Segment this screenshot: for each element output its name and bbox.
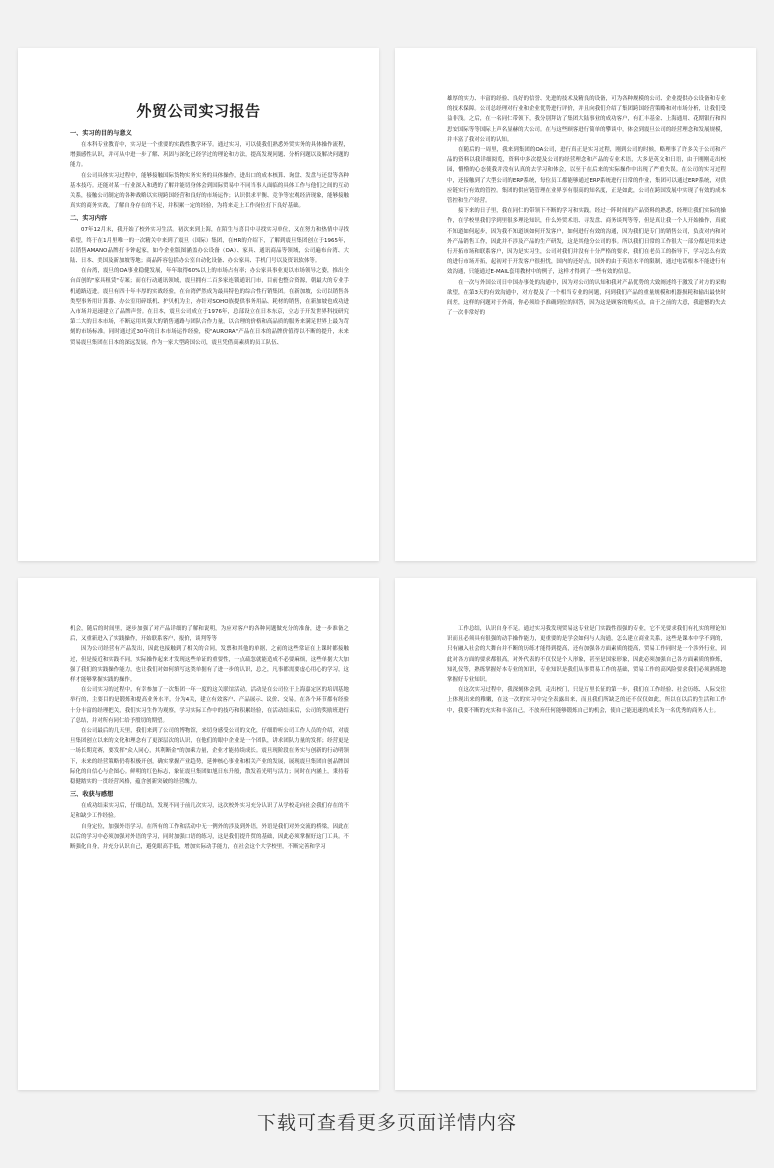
document-page-1 — [18, 48, 379, 561]
paragraph: 在这次实习过程中，我深刻体会到，走出校门，只是万里长征的第一步，我们在工作经验、社会历练、人际交往上体现出来的稚嫩，在这一次的实习中完全表露出来，而且我们所缺乏的还不仅仅如此，所以在以后的生活和工作中，我要不断的充实和丰富自己，不放弃任何能够锻炼自己的机会，使自己能迅速的成长为一名优秀的商务人士。 — [447, 687, 726, 714]
download-more-caption: 下载可查看更多页面详情内容 — [256, 1112, 517, 1134]
paragraph: 接下来的日子里，我在同仁的带领下不断的学习和实践。经过一阵时间的产品资料的熟悉，经理让我们实际的操作，在学校里我们学到里很多理论知识，什么外贸术语、寻发盘、商务谈判等等，但是真让我一个人开始操作，真就不知道如何起步，因为我不知道该如何开发客户，如何进行有效的沟通，因为我们是专门的销售公司，负责对内和对外产品销售工作，因此并不涉及产品的生产研发，这是其他分公司的事。所以我们日常的工作很大一部分都是用来进行开拓市场和联系客户，因为是实习生，公司对我们并没有十分严格的要求，我们在老员工的指导下，学习怎么有效的进行市场开拓，起初对于开发客户很担忧，国内的还好点，国外的由于英语水平的限制，通过电话根本不能进行有效沟通，只能通过E-MAIL套用教材中的例子，这样才得到了一些有效的信息。 — [447, 208, 726, 276]
paragraph: 07年12月末，我开始了校外实习生活。初次来到上海，在陌生与喜目中寻找实习单位，又在努力和热情中寻找希望，终于在1月里唯一的一次精关中来到了震旦（国际）集团，在HR的介绍下，了解到震旦集团创立于1965年，以销售AMANO品牌打卡钟起家，如今企业版图涵盖办公设备（OA）、家具、通讯商品等领域，公司遍布台湾、大陆、日本、美国及新加坡等地；商品阵容包括办公室自动化设备、办公家具、手机门号以及资讯软体等。 — [70, 227, 349, 265]
document-page-4 — [395, 578, 756, 1090]
paragraph: 在随后的一周里，我来到集团的OA公司，进行真正是实习过程，刚到公司的时候，略理事了许多关于公司和产品的资料以我详细阅览，资料中多次提及公司的经营理念和产品的专业术语，大多是英文和日语，由于刚刚走出校园，懵懵的心态使我并没有认真的去学习和体会，以至于在后来的实际操作中出现了严重失误。在公司的实习过程中，还接触到了大型公司的ERP系统，每位员工都能够通过ERP系统进行日常的作业，集团可以通过ERP系统，对供应链实行有效的管控。集团的供应链管理在业界享有很高的知名度，正是如此，公司在跨国发展中实现了有效的成本管控和生产经营。 — [447, 147, 726, 205]
section-heading: 一、实习的目的与意义 — [70, 130, 132, 137]
paragraph: 在公司最后的几天里，我们来到了公司的博物馆，来切身感受公司的文化，仔细聆听公司工作人员的介绍，对震旦集团创立以来的文化和理念有了更深层次的认识，在他们的眼中企业是一个团队，讲求团队力量的发挥；经营更是一场长期竞赛，要发挥"众人同心，其利断金"的加乘力量，企业才能持续成长。震旦现阶段在务实与创新的行动明领下，未来的经营策略仍将积极开创，确实掌握产业趋势，延伸核心事业和相关产业的发展，展现震旦集团自创品牌国际化的自信心与企图心。鲜明的红色标志，象征震旦集团如旭日东升般，散发着光明与活力；同时在内涵上，秉持着稳健踏实的一贯经营风格，蕴含创新突破的经营魄力。 — [70, 728, 349, 786]
paragraph: 在一次与外国公司日中国办事处的沟通中，因为对公司的认知和我对产品优势的大致阐述终于激发了对方的采购欲望，在第3天的有效沟通中，对方提及了一个相当专业的问题，问到我们产品的重量规模和机器损耗和输出最快时间差，这样的问题对于外商，你必须给予准确到位的回答，因为这是顾客的购买点，由于之前的大意，我遗憾的失去了一次非常好的 — [447, 279, 726, 317]
paragraph: 工作总结，认识自身不足。通过实习我发现贸易这专业是门实践性很强的专业，它不光要求我们有扎实的理论知识而且必须具有很强的动手操作能力，更重要的是学会如何与人沟通，怎么建立商业关系，这些是课本中学不到的，只有融入社会的大舞台并不断的历练才能得到提高，还有加强各方面素质的提高，贸易工作同时是一个涉外行业，因此对各方面的要求都很高，对外代表的不仅仅是个人形象，甚至是国家形象，因此必须加强自己各方面素质的修炼，知礼仪等，熟练掌握好本专业的知识，专业知识是我们从事贸易工作的基础，贸易工作的高风险要求我们必须熟练地掌握好专业知识。 — [447, 626, 726, 684]
document-title: 外贸公司实习报告 — [136, 102, 261, 120]
paragraph: 因为公司经营有产品发出，因此也接触到了相关的合同，发票和其他的单据，之前的这些常证在上课时都接触过，但是接近和实践不同，实际操作起来才发现这些单证的重要性，一点疏忽就能造成不必要麻烦，这些单据大大加强了我们的实践操作能力，也让我们对如何填写这类单据有了进一步的认识，总之，凡事都需要虚心用心的学习，这样才能够掌握实践的操作。 — [70, 646, 349, 684]
paragraph: 在台湾，震旦的OA事业稳健发展，年年取得60%以上的市场占有率；办公家具事业更以市场领导之姿，推出全台首创的"家具租赁"专案；而在行动通讯领域，震旦拥有二百多家连锁通讯门市，目前也整合资源，朝最大的专业手机通路迈进。震旦有四十年丰厚的实战经验，在台湾俨然成为最具特色的综合性行销集团。在新加坡，公司以销售各类型事务用计算器、办公室用碎纸机、护贝机为主，亦针对SOHO族提供事务用品、耗材的销售，在新加坡也成功进入市场并迅速建立了品牌声誉。在日本，震旦公司成立于1976年，总部设立在日本东京，立志于开发世界科技研究第二大的日本市场，不断运用其强大的销售通路与团队合作力量，以合理的价格和高品质的服务来满足世界上最为苛刻的市场标准。同时通过近30年的日本市场运作经验，使"AURORA"产品在日本的品牌价值得以不断的提升，未来贸易震旦集团在日本的深远发展。作为一家大型跨国公司，震旦凭借高素质的员工队伍、 — [70, 268, 349, 346]
page-content — [70, 126, 349, 348]
section-heading: 二、实习内容 — [70, 215, 108, 223]
paragraph: 在公司实习的过程中，有幸参加了一次集团一年一度的这关联谊活动，活动是在公司位于上海嘉定区的培训基地举行的，主要目的是锻炼和提高业务水平，分为4关，建立有效客户、产品展示、议价、交易。在各个环节都有经验十分丰富的经理把关，我们实习生作为观察，学习实际工作中的技巧和积累经验，在活动结束后，公司的奖励班进行了总结，并对所有同仁给予殷切的期望。 — [70, 687, 349, 724]
page-content — [70, 624, 349, 852]
page-content — [447, 94, 726, 318]
paragraph: 在公司具体实习过程中，能够接触国际货物实务实务的具体操作，进出口的成本核算、询盘、发盘与还盘等各种基本技巧。还能对某一行业深入和透的了解并能切身体会到国际贸易中不同当事人面临的具体工作与他们之间的互动关系，接触公司制定的各种战略以实现跨国经营和良好的市场运作；认识供求平衡、竞争等宏观经济现象，能够接触真实的商务实战，了解自身存在的不足，并积累一定的经验，为将来走上工作岗位打下良好基础。 — [70, 172, 349, 210]
paragraph: 在成功结束实习后，仔细总结，发现不同于前几次实习，这次校外实习充分认识了从学校走向社会我们存在的不足和缺少工作经验。 — [70, 803, 349, 820]
document-page-3 — [18, 578, 379, 1090]
section-heading: 三、收获与感想 — [70, 791, 114, 799]
document-page-2 — [395, 48, 756, 561]
paragraph: 机会，随后的时间里，逐步加强了对产品详细的了解和说明，为应对客户的各种问题做充分的准备，进一步准备之后，又重新进入了实践操作，开始联系客户，报价，谈判等等 — [70, 626, 349, 643]
page-content — [447, 624, 726, 716]
paragraph: 自身定位，加强外语学习。在所有的工作和活动中无一例外的涉及到外语，外语是我们对外交流的桥梁，因此在以后的学习中必须加强对外语的学习，同时加强口语的练习，这是我们提升贸的基础，因此必须掌握好这门工具。不断强化自身，并充分认识自己，避免眼高手低，增加实际动手能力，在社会这个大学校里，不断完善和学习 — [70, 823, 349, 851]
paragraph: 雄厚的实力、丰富的经验、良好的信誉、先进的技术及精良的设备，可为各种规模的公司、企业提供办公设备和专业的技术保障。公司总经理对行业和企业优势进行评价，并且向我们介绍了集团跨国经营策略和对市场分析，让我们受益非浅。之后，在一名同仁带领下，我分别拜访了集团大陆事业的成功客户，有汇丰基金、上海通用、花期银行和四思安国际等等国际上声名显赫的大公司。在与这些顾客进行简单的攀谈中，体会到震旦公司的经营理念和发展规模，并丰富了我对公司的认知。 — [447, 96, 726, 143]
paragraph: 在本科专业教育中，实习是一个重要的实践性教学环节。通过实习，可以使我们熟悉外贸实务的具体操作流程，增强感性认识，并可从中进一步了解、巩固与深化已经学过的理论和方法，提高发现问题、分析问题以及解决问题的能力。 — [70, 142, 349, 169]
